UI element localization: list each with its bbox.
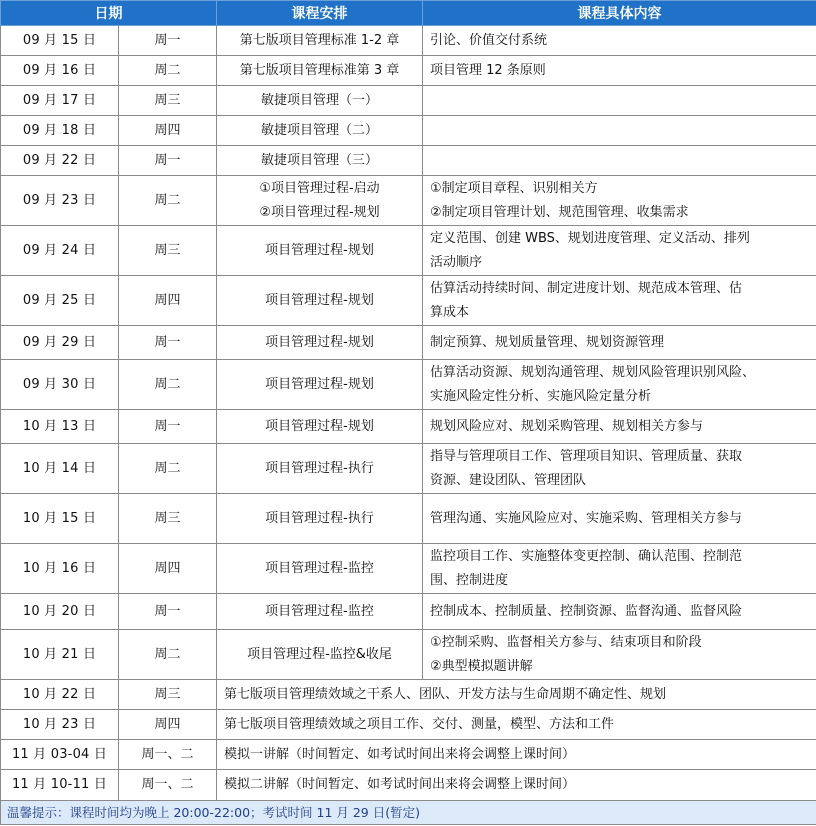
detail-text: 管理沟通、实施风险应对、实施采购、管理相关方参与: [430, 510, 743, 526]
topic-text: ②项目管理过程-规划: [259, 204, 380, 220]
date-cell: 09 月 16 日: [1, 56, 119, 86]
header-row: [1, 1, 816, 26]
detail-text: 资源、建设团队、管理团队: [430, 472, 587, 488]
date-cell: 10 月 22 日: [1, 680, 119, 710]
detail-text: ①制定项目章程、识别相关方: [430, 180, 598, 196]
topic-text: 项目管理过程-监控&收尾: [247, 646, 392, 662]
detail-cell: [423, 26, 816, 56]
topic-cell: [217, 176, 423, 226]
weekday-cell: 周二: [119, 176, 217, 226]
weekday-cell: 周一、二: [119, 740, 217, 770]
detail-cell: [423, 444, 816, 494]
date-cell: 09 月 22 日: [1, 146, 119, 176]
detail-text: ②制定项目管理计划、规范围管理、收集需求: [430, 204, 689, 220]
detail-cell: [423, 360, 816, 410]
detail-text: 活动顺序: [430, 254, 483, 270]
detail-text: 规划风险应对、规划采购管理、规划相关方参与: [430, 418, 704, 434]
date-cell: 10 月 13 日: [1, 410, 119, 444]
detail-text: 估算活动持续时间、制定进度计划、规范成本管理、估: [430, 280, 743, 296]
weekday-cell: 周一: [119, 26, 217, 56]
date-cell: 10 月 14 日: [1, 444, 119, 494]
table-row: [1, 494, 816, 544]
detail-cell: [423, 276, 816, 326]
detail-text: 实施风险定性分析、实施风险定量分析: [430, 388, 652, 404]
date-cell: 09 月 29 日: [1, 326, 119, 360]
header-topic: 课程安排: [217, 1, 423, 26]
topic-text: 项目管理过程-规划: [265, 418, 374, 434]
topic-cell: [217, 86, 423, 116]
weekday-cell: 周一: [119, 146, 217, 176]
topic-cell: [217, 326, 423, 360]
date-cell: 09 月 25 日: [1, 276, 119, 326]
merged-content-cell: 第七版项目管理绩效域之项目工作、交付、测量，模型、方法和工件: [217, 710, 816, 740]
footnote-text: 温馨提示：课程时间均为晚上 20:00-22:00；考试时间 11 月 29 日(暂定): [1, 801, 816, 825]
detail-text: 项目管理 12 条原则: [430, 62, 546, 78]
date-cell: 09 月 17 日: [1, 86, 119, 116]
table-row: [1, 410, 816, 444]
topic-text: 项目管理过程-规划: [265, 376, 374, 392]
topic-text: 项目管理过程-规划: [265, 242, 374, 258]
topic-cell: [217, 116, 423, 146]
table-row: [1, 544, 816, 594]
weekday-cell: 周三: [119, 86, 217, 116]
topic-cell: [217, 146, 423, 176]
topic-cell: [217, 360, 423, 410]
table-row: [1, 276, 816, 326]
topic-text: 第七版项目管理标准第 3 章: [239, 62, 400, 78]
detail-cell: [423, 116, 816, 146]
table-row: [1, 26, 816, 56]
table-row: [1, 710, 816, 740]
table-row: [1, 444, 816, 494]
detail-cell: [423, 630, 816, 680]
detail-text: 制定预算、规划质量管理、规划资源管理: [430, 334, 665, 350]
date-cell: 09 月 15 日: [1, 26, 119, 56]
table-row: [1, 630, 816, 680]
footnote-row: [1, 801, 816, 825]
topic-text: 项目管理过程-执行: [265, 460, 374, 476]
table-row: [1, 740, 816, 770]
date-cell: 10 月 15 日: [1, 494, 119, 544]
detail-text: 指导与管理项目工作、管理项目知识、管理质量、获取: [430, 448, 743, 464]
merged-content-cell: 模拟一讲解（时间暂定、如考试时间出来将会调整上课时间）: [217, 740, 816, 770]
date-cell: 11 月 03-04 日: [1, 740, 119, 770]
topic-text: 项目管理过程-规划: [265, 292, 374, 308]
detail-text: 估算活动资源、规划沟通管理、规划风险管理识别风险、: [430, 364, 756, 380]
date-cell: 09 月 30 日: [1, 360, 119, 410]
topic-text: 项目管理过程-规划: [265, 334, 374, 350]
date-cell: 10 月 16 日: [1, 544, 119, 594]
table-row: [1, 594, 816, 630]
detail-cell: [423, 56, 816, 86]
date-cell: 10 月 21 日: [1, 630, 119, 680]
detail-cell: [423, 146, 816, 176]
detail-cell: [423, 86, 816, 116]
table-row: [1, 146, 816, 176]
table-row: [1, 226, 816, 276]
weekday-cell: 周一: [119, 594, 217, 630]
weekday-cell: 周四: [119, 116, 217, 146]
topic-text: 敏捷项目管理（二）: [260, 122, 378, 138]
table-row: [1, 116, 816, 146]
date-cell: 09 月 23 日: [1, 176, 119, 226]
detail-cell: [423, 226, 816, 276]
header-date: 日期: [1, 1, 217, 26]
weekday-cell: 周四: [119, 276, 217, 326]
merged-content-cell: 模拟二讲解（时间暂定、如考试时间出来将会调整上课时间）: [217, 770, 816, 801]
header-detail: 课程具体内容: [423, 1, 816, 26]
table-row: [1, 56, 816, 86]
merged-content-cell: 第七版项目管理绩效域之干系人、团队、开发方法与生命周期不确定性、规划: [217, 680, 816, 710]
date-cell: 09 月 18 日: [1, 116, 119, 146]
detail-text: 监控项目工作、实施整体变更控制、确认范围、控制范: [430, 548, 743, 564]
table-row: [1, 360, 816, 410]
weekday-cell: 周三: [119, 494, 217, 544]
topic-text: 敏捷项目管理（一）: [260, 92, 378, 108]
weekday-cell: 周二: [119, 360, 217, 410]
topic-cell: [217, 26, 423, 56]
detail-cell: [423, 410, 816, 444]
date-cell: 10 月 23 日: [1, 710, 119, 740]
weekday-cell: 周二: [119, 444, 217, 494]
weekday-cell: 周三: [119, 680, 217, 710]
topic-cell: [217, 444, 423, 494]
topic-cell: [217, 544, 423, 594]
detail-cell: [423, 594, 816, 630]
detail-cell: [423, 544, 816, 594]
table-row: [1, 680, 816, 710]
topic-cell: [217, 410, 423, 444]
topic-text: 项目管理过程-执行: [265, 510, 374, 526]
date-cell: 10 月 20 日: [1, 594, 119, 630]
detail-cell: [423, 326, 816, 360]
topic-text: ①项目管理过程-启动: [259, 180, 380, 196]
detail-text: 控制成本、控制质量、控制资源、监督沟通、监督风险: [430, 603, 743, 619]
topic-cell: [217, 276, 423, 326]
detail-text: ①控制采购、监督相关方参与、结束项目和阶段: [430, 634, 702, 650]
detail-cell: [423, 494, 816, 544]
weekday-cell: 周一: [119, 410, 217, 444]
weekday-cell: 周四: [119, 710, 217, 740]
table-row: [1, 176, 816, 226]
weekday-cell: 周一: [119, 326, 217, 360]
weekday-cell: 周四: [119, 544, 217, 594]
detail-text: 引论、价值交付系统: [430, 32, 548, 48]
detail-text: 围、控制进度: [430, 572, 509, 588]
weekday-cell: 周一、二: [119, 770, 217, 801]
topic-text: 第七版项目管理标准 1-2 章: [239, 32, 400, 48]
detail-text: 定义范围、创建 WBS、规划进度管理、定义活动、排列: [430, 230, 750, 246]
weekday-cell: 周三: [119, 226, 217, 276]
topic-text: 项目管理过程-监控: [265, 560, 374, 576]
date-cell: 09 月 24 日: [1, 226, 119, 276]
topic-cell: [217, 494, 423, 544]
date-cell: 11 月 10-11 日: [1, 770, 119, 801]
detail-text: ②典型模拟题讲解: [430, 658, 533, 674]
weekday-cell: 周二: [119, 630, 217, 680]
table-row: [1, 770, 816, 801]
topic-text: 敏捷项目管理（三）: [260, 152, 378, 168]
detail-text: 算成本: [430, 304, 470, 320]
table-row: [1, 86, 816, 116]
detail-cell: [423, 176, 816, 226]
topic-text: 项目管理过程-监控: [265, 603, 374, 619]
topic-cell: [217, 56, 423, 86]
topic-cell: [217, 630, 423, 680]
table-row: [1, 326, 816, 360]
topic-cell: [217, 226, 423, 276]
topic-cell: [217, 594, 423, 630]
weekday-cell: 周二: [119, 56, 217, 86]
